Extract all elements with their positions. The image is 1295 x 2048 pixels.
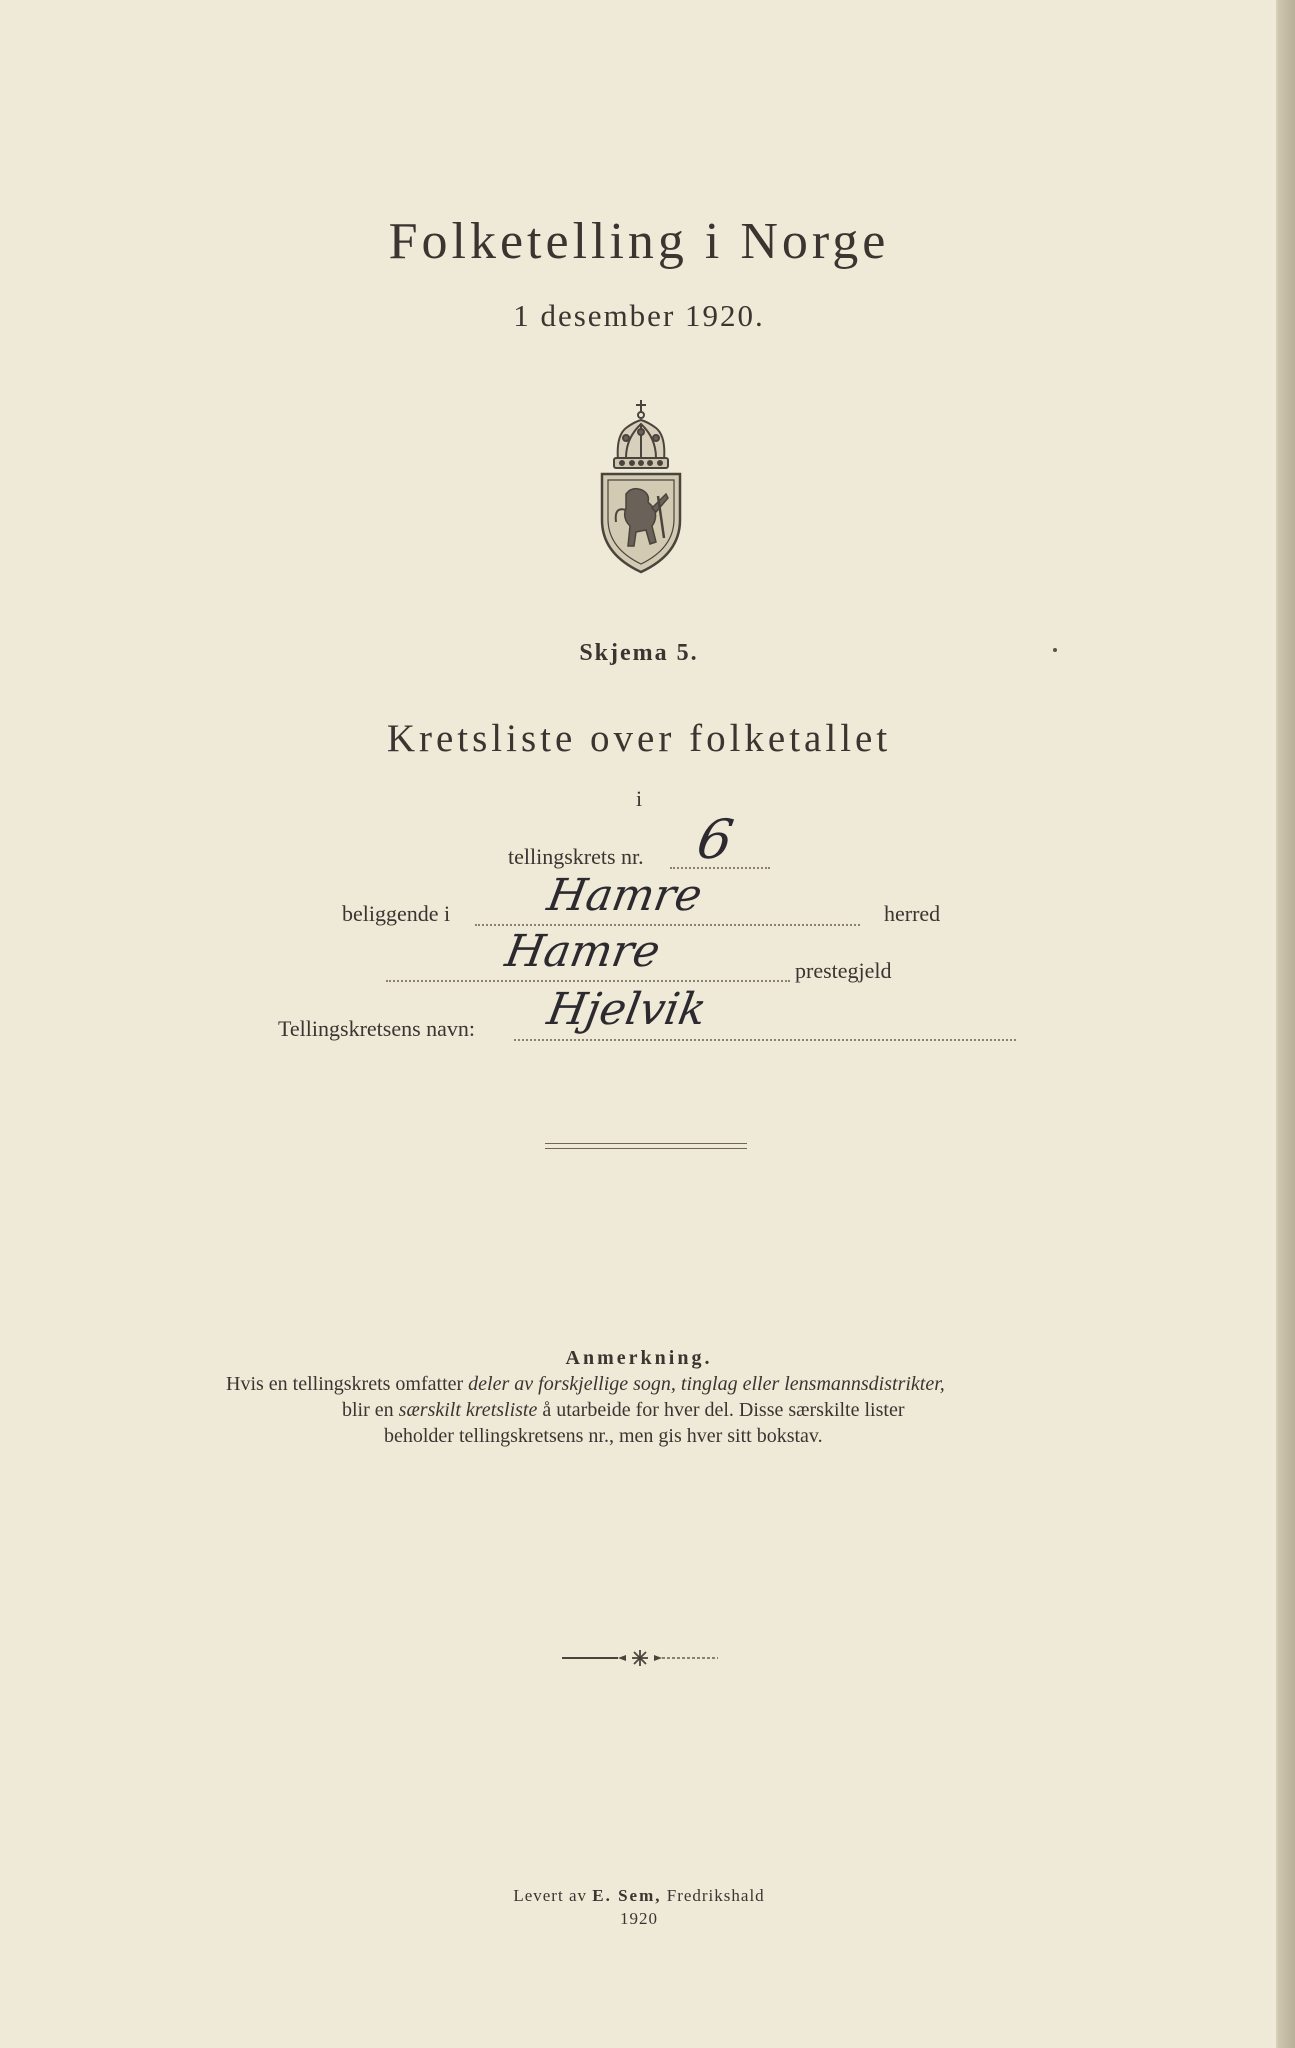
located-in-label: beliggende i (342, 901, 451, 926)
printer-year: 1920 (620, 1909, 658, 1928)
district-name-line (514, 1039, 1016, 1041)
page-title: Folketelling i Norge (388, 213, 890, 270)
double-rule-divider (545, 1143, 747, 1149)
ornament-divider-icon (560, 1648, 720, 1668)
printer-credit: Levert av E. Sem, Fredrikshald (513, 1886, 765, 1905)
norwegian-coat-of-arms-icon (596, 398, 686, 574)
note-line-2: blir en særskilt kretsliste å utarbeide for hver del. Disse særskilte lister (342, 1399, 905, 1421)
note-line-1: Hvis en tellingskrets omfatter deler av forskjellige sogn, tinglag eller lensmannsdistrikter, (226, 1373, 945, 1395)
parish-value: Hamre (501, 926, 664, 977)
note-heading: Anmerkning. (565, 1347, 713, 1369)
page-edge (1278, 0, 1295, 2048)
schema-number: Skjema 5. (579, 640, 699, 666)
parish-label: prestegjeld (795, 958, 892, 983)
preposition: i (635, 786, 643, 811)
district-name-value: Hjelvik (543, 984, 711, 1035)
district-number-value: 6 (692, 808, 738, 871)
district-name-label: Tellingskretsens navn: (278, 1016, 476, 1041)
located-in-value: Hamre (543, 870, 706, 921)
form-heading: Kretsliste over folketallet (386, 717, 892, 760)
district-number-label: tellingskrets nr. (508, 844, 644, 869)
paper-speck (1053, 648, 1057, 652)
parish-line (386, 980, 790, 982)
census-date: 1 desember 1920. (513, 298, 765, 333)
note-line-3: beholder tellingskretsens nr., men gis hver sitt bokstav. (384, 1425, 823, 1447)
herred-label: herred (884, 901, 941, 926)
